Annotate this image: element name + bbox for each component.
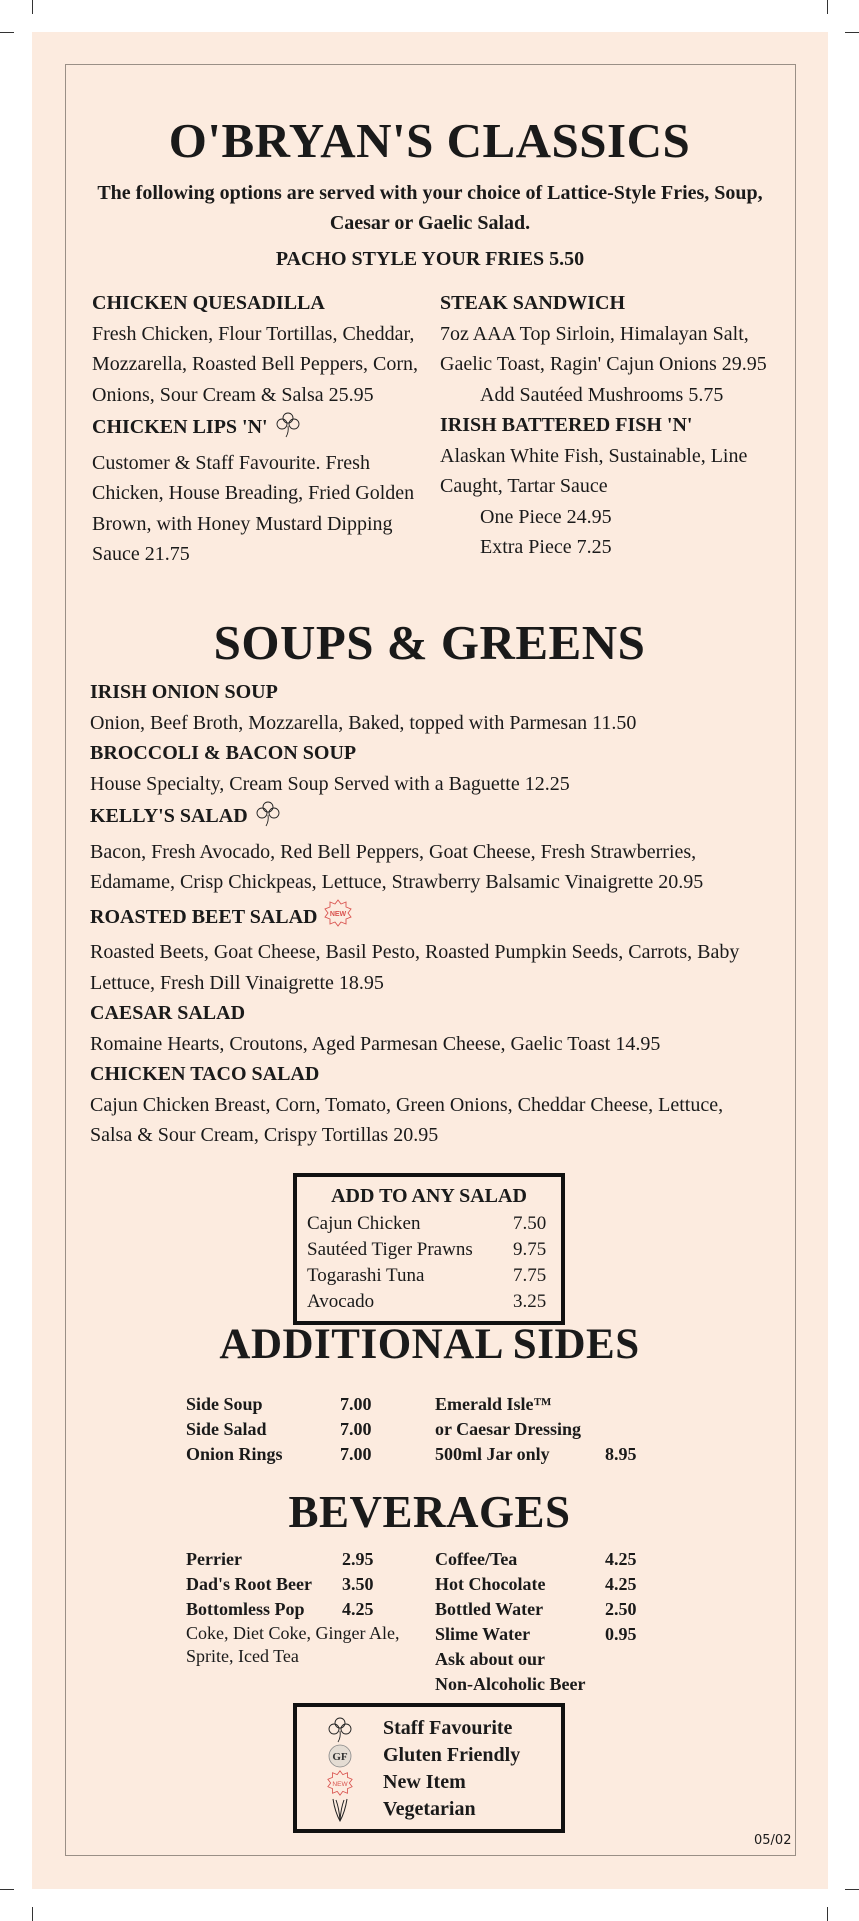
fish-one-piece: One Piece 24.95 — [480, 505, 612, 528]
table-row: Side Soup 7.00 — [186, 1394, 372, 1414]
legend-label: Gluten Friendly — [383, 1744, 521, 1766]
soups-title: SOUPS & GREENS — [213, 615, 646, 670]
legend-label: Staff Favourite — [383, 1717, 513, 1739]
table-row: Perrier 2.95 — [186, 1549, 374, 1569]
svg-text:NEW: NEW — [330, 910, 347, 918]
svg-text:GF: GF — [332, 1750, 348, 1763]
beverages-right-table — [435, 1547, 637, 1697]
beverages-left-table — [186, 1547, 374, 1622]
chicken-lips-title: CHICKEN LIPS 'N' — [92, 416, 268, 438]
legend-label: New Item — [383, 1771, 466, 1793]
chicken-lips-desc: Customer & Staff Favourite. Fresh Chicken, House Breading, Fried Golden Brown, with Honey Mustard Dipping Sauce 21.75 — [92, 451, 415, 565]
beverages-title: BEVERAGES — [288, 1487, 571, 1537]
shamrock-icon — [274, 410, 302, 448]
table-row: Dad's Root Beer 3.50 — [186, 1574, 374, 1594]
steak-title: STEAK SANDWICH — [440, 292, 626, 314]
menu-item-desc: House Specialty, Cream Soup Served with a Baguette 12.25 — [90, 772, 570, 795]
legend-row-staff — [323, 1715, 561, 1742]
table-row: Bottomless Pop 4.25 — [186, 1599, 374, 1619]
classics-title: O'BRYAN'S CLASSICS — [168, 113, 691, 168]
legend-label: Vegetarian — [383, 1798, 476, 1820]
table-row: 500ml Jar only 8.95 — [435, 1444, 637, 1464]
table-row: Onion Rings 7.00 — [186, 1444, 372, 1464]
quesadilla-title: CHICKEN QUESADILLA — [92, 292, 325, 314]
table-row: Ask about our — [435, 1649, 546, 1669]
menu-item-desc: Romaine Hearts, Croutons, Aged Parmesan Cheese, Gaelic Toast 14.95 — [90, 1032, 661, 1055]
shamrock-icon — [323, 1715, 357, 1742]
table-row: Emerald Isle™ — [435, 1394, 552, 1414]
classics-right-column — [440, 288, 770, 563]
pop-note: Coke, Diet Coke, Ginger Ale, Sprite, Iced Tea — [186, 1623, 400, 1666]
menu-item-name: ROASTED BEET SALAD — [90, 905, 318, 928]
table-row: Bottled Water 2.50 — [435, 1599, 637, 1619]
classics-intro: The following options are served with your choice of Lattice-Style Fries, Soup, Caesar or Gaelic Salad. — [97, 182, 763, 234]
legend-row-new — [323, 1769, 561, 1796]
soups-list — [90, 677, 770, 1151]
fish-title: IRISH BATTERED FISH 'N' — [440, 414, 693, 436]
legend-row-gf — [323, 1742, 561, 1769]
vegetarian-leaf-icon — [323, 1796, 357, 1823]
table-row: Avocado 3.25 — [307, 1291, 547, 1312]
menu-item-desc: Bacon, Fresh Avocado, Red Bell Peppers, Goat Cheese, Fresh Strawberries, Edamame, Crisp Chickpeas, Lettuce, Strawberry Balsamic Vinaigrette 20.95 — [90, 840, 704, 893]
shamrock-icon — [254, 799, 282, 837]
pacho-fries: PACHO STYLE YOUR FRIES 5.50 — [275, 248, 585, 270]
fish-desc: Alaskan White Fish, Sustainable, Line Caught, Tartar Sauce — [440, 444, 748, 497]
print-date: 05/02 — [754, 1833, 792, 1848]
new-badge-icon — [323, 1769, 357, 1796]
table-row: or Caesar Dressing — [435, 1419, 581, 1439]
menu-item-name: KELLY'S SALAD — [90, 805, 248, 827]
table-row: Cajun Chicken 7.50 — [307, 1213, 547, 1234]
add-to-salad-title: ADD TO ANY SALAD — [331, 1185, 527, 1207]
table-row: Hot Chocolate 4.25 — [435, 1574, 637, 1594]
legend-box — [293, 1703, 565, 1833]
new-badge-icon — [323, 898, 353, 938]
menu-item-desc: Onion, Beef Broth, Mozzarella, Baked, topped with Parmesan 11.50 — [90, 711, 637, 734]
table-row: Coffee/Tea 4.25 — [435, 1549, 637, 1569]
table-row: Side Salad 7.00 — [186, 1419, 372, 1439]
table-row: Non-Alcoholic Beer — [435, 1674, 586, 1694]
svg-text:NEW: NEW — [332, 1780, 348, 1788]
steak-desc: 7oz AAA Top Sirloin, Himalayan Salt, Gaelic Toast, Ragin' Cajun Onions 29.95 — [440, 322, 767, 375]
classics-left-column — [92, 288, 422, 570]
steak-add-mushrooms: Add Sautéed Mushrooms 5.75 — [480, 383, 724, 406]
add-to-salad-table — [307, 1211, 546, 1315]
gf-badge-icon — [323, 1742, 357, 1769]
menu-item-name: BROCCOLI & BACON SOUP — [90, 742, 357, 764]
sides-left-table — [186, 1392, 372, 1467]
table-row: Togarashi Tuna 7.75 — [307, 1265, 547, 1286]
menu-item-desc: Roasted Beets, Goat Cheese, Basil Pesto, Roasted Pumpkin Seeds, Carrots, Baby Lettuce, Fresh Dill Vinaigrette 18.95 — [90, 941, 740, 994]
table-row: Sautéed Tiger Prawns 9.75 — [307, 1239, 547, 1260]
legend-row-veg — [323, 1796, 561, 1823]
fish-extra-piece: Extra Piece 7.25 — [480, 536, 612, 558]
menu-item-name: IRISH ONION SOUP — [90, 681, 278, 703]
menu-item-name: CHICKEN TACO SALAD — [90, 1063, 320, 1085]
menu-item-name: CAESAR SALAD — [90, 1002, 246, 1024]
sides-title: ADDITIONAL SIDES — [219, 1321, 640, 1368]
sides-right-table — [435, 1392, 637, 1467]
quesadilla-desc: Fresh Chicken, Flour Tortillas, Cheddar, Mozzarella, Roasted Bell Peppers, Corn, Onions, Sour Cream & Salsa 25.95 — [92, 322, 419, 406]
table-row: Slime Water 0.95 — [435, 1624, 637, 1644]
add-to-salad-box — [293, 1173, 565, 1325]
menu-item-desc: Cajun Chicken Breast, Corn, Tomato, Green Onions, Cheddar Cheese, Lettuce, Salsa & Sour Cream, Crispy Tortillas 20.95 — [90, 1093, 724, 1146]
